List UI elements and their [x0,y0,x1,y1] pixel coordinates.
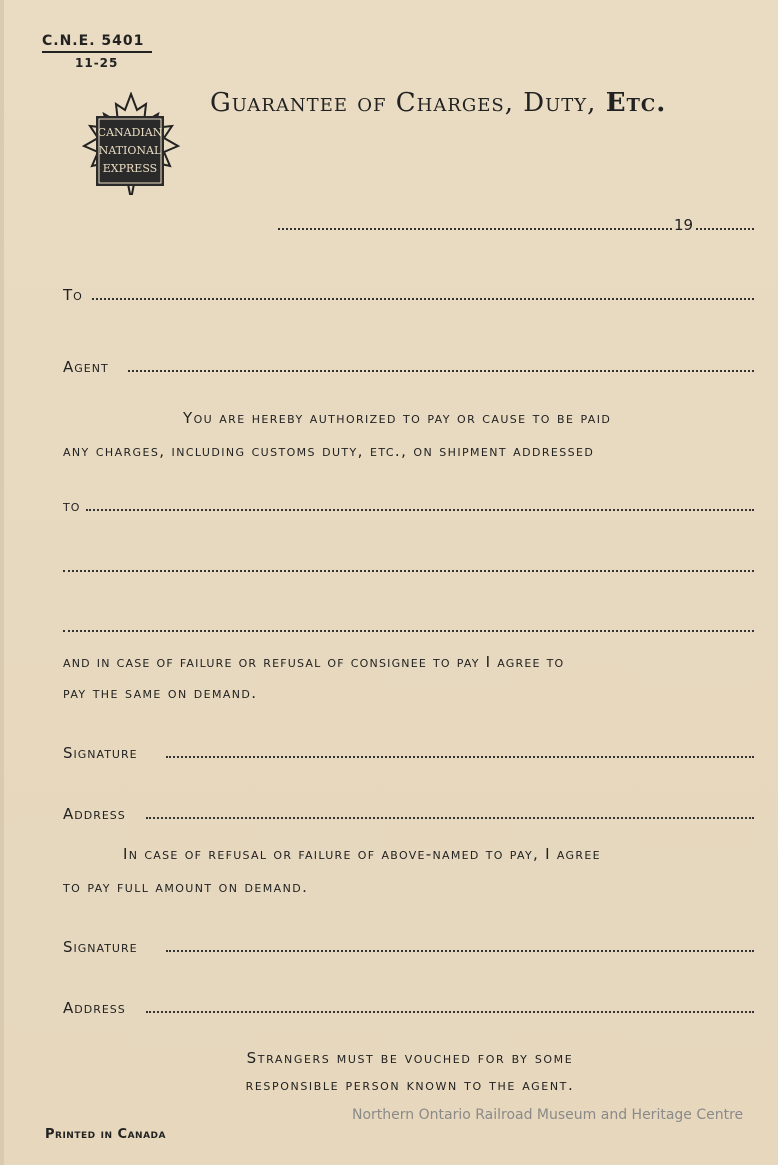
authorization-line-2: any charges, including customs duty, etc., on shipment addressed [63,442,595,460]
refusal-line-2: to pay full amount on demand. [63,878,309,896]
strangers-note-line-1: Strangers must be vouched for by some [246,1049,574,1067]
title-etc: Etc. [605,88,667,118]
failure-line-2: pay the same on demand. [63,684,258,702]
agent-label: Agent [63,358,109,376]
date-field-line[interactable] [278,228,672,230]
address-label-2: Address [63,999,126,1017]
address-label-1: Address [63,805,126,823]
signature-field-line-2[interactable] [166,950,754,952]
logo-text-canadian: CANADIAN [97,126,163,139]
signature-field-line-1[interactable] [166,756,754,758]
paper-edge [0,0,4,1165]
shipment-to-field-line[interactable] [86,509,754,511]
form-title [210,88,666,118]
to-label: To [63,286,83,304]
canadian-national-express-logo [80,92,182,196]
printed-in-canada: Printed in Canada [45,1127,166,1142]
form-code: C.N.E. 5401 [42,33,152,53]
failure-line-1: and in case of failure or refusal of consignee to pay I agree to [63,653,565,671]
year-prefix: 19 [674,216,694,234]
museum-watermark: Northern Ontario Railroad Museum and Heritage Centre [352,1107,744,1123]
to-field-line[interactable] [92,298,754,300]
shipment-address-line-1[interactable] [63,570,754,572]
authorization-line-1: You are hereby authorized to pay or cause to be paid [183,409,612,427]
form-date: 11-25 [75,56,119,70]
strangers-note-line-2: responsible person known to the agent. [245,1076,575,1094]
title-main: Guarantee of Charges, Duty, [210,88,597,118]
shipment-address-line-2[interactable] [63,630,754,632]
year-field-line[interactable] [696,228,754,230]
signature-label-2: Signature [63,938,138,956]
address-field-line-1[interactable] [146,817,754,819]
shipment-to-label: to [63,497,81,515]
agent-field-line[interactable] [128,370,754,372]
address-field-line-2[interactable] [146,1011,754,1013]
signature-label-1: Signature [63,744,138,762]
refusal-line-1: In case of refusal or failure of above-named to pay, I agree [123,845,601,863]
logo-text-national: NATIONAL [98,144,162,157]
logo-text-express: EXPRESS [102,162,158,175]
